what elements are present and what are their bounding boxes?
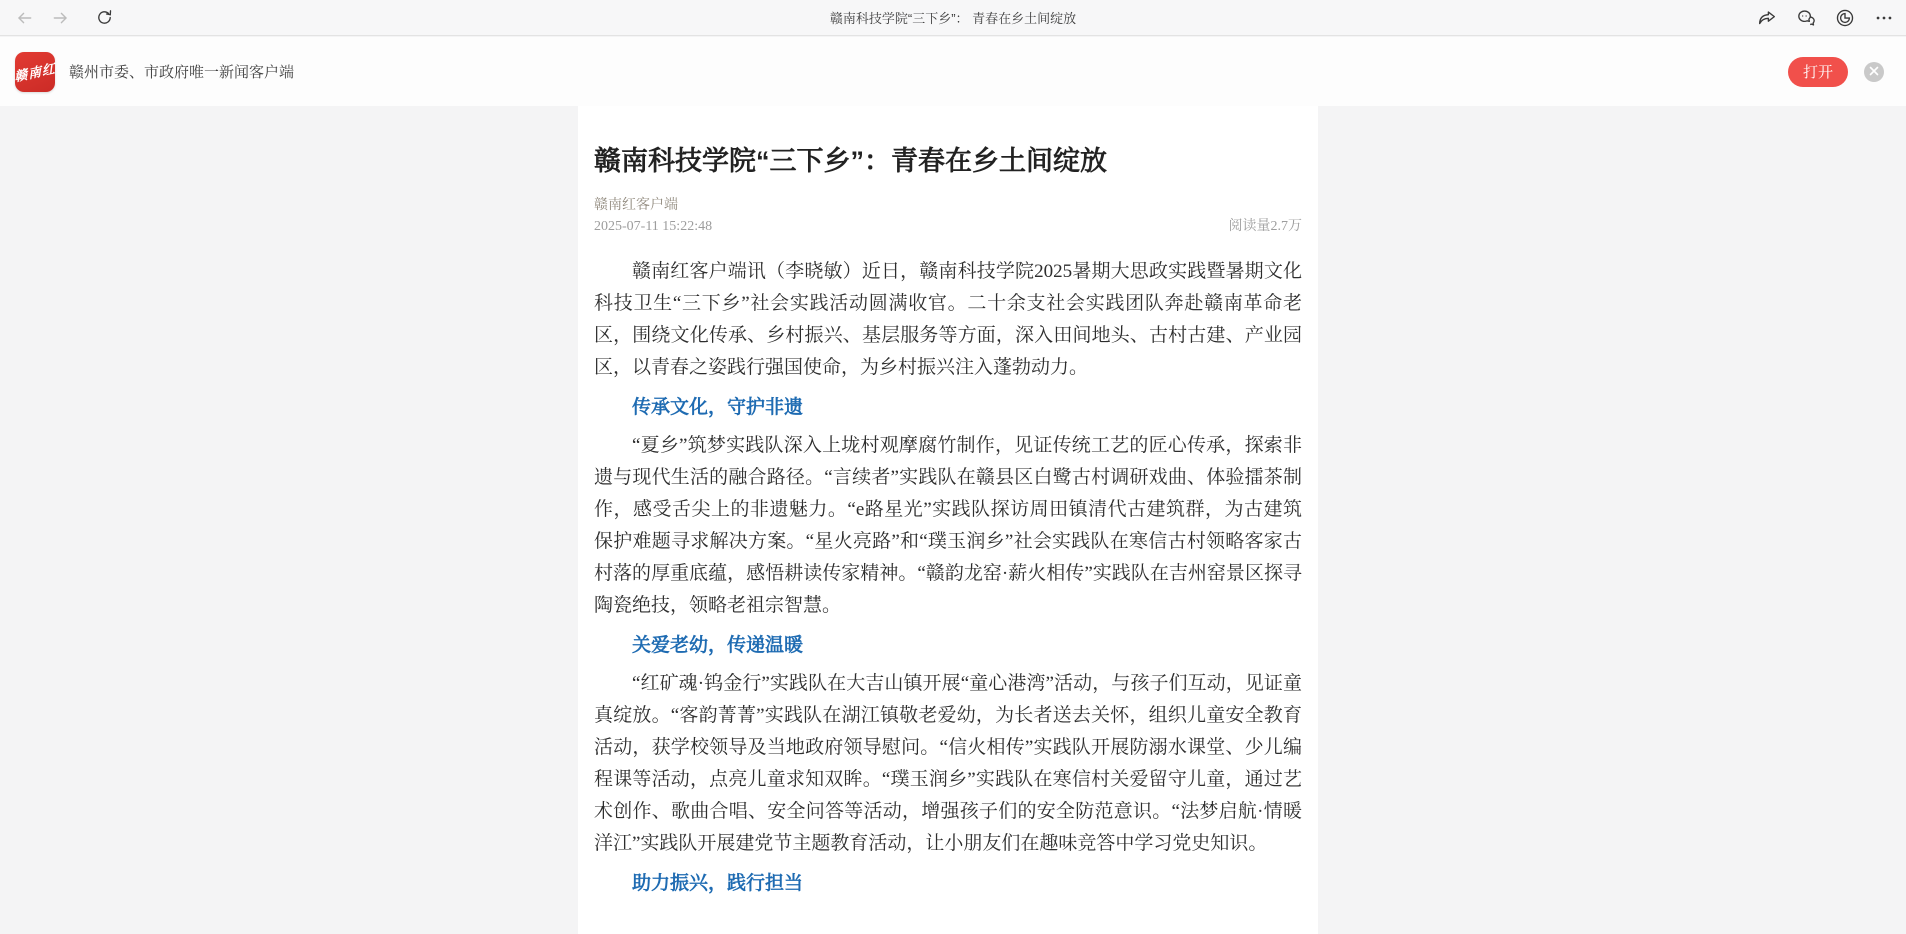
chat-bubbles-icon [1795,7,1818,30]
more-menu-button[interactable] [1872,6,1896,30]
nav-button-group [0,6,116,30]
read-count: 阅读量2.7万 [1228,219,1302,234]
refresh-button[interactable] [92,6,116,30]
share-arrow-icon [1756,7,1778,29]
open-in-browser-button[interactable] [1833,6,1857,30]
section-heading: 助力振兴，践行担当 [632,873,804,894]
gannanhong-app-logo [15,52,55,92]
section-heading: 关爱老幼，传递温暖 [632,635,804,656]
article-meta-row [594,217,1302,237]
back-arrow-icon [14,8,34,28]
close-icon [1869,64,1879,79]
page-title-bar: 赣南科技学院“三下乡”： 青春在乡土间绽放 [829,11,1077,26]
ellipsis-icon [1873,7,1895,29]
open-app-button[interactable]: 打开 [1788,57,1848,87]
toolbar-actions [1755,0,1896,36]
send-to-chat-button[interactable] [1794,6,1818,30]
refresh-icon [95,8,114,27]
app-tagline: 赣州市委、市政府唯一新闻客户端 [69,64,295,81]
article-body [594,256,1302,900]
section-heading: 传承文化，守护非遗 [632,397,804,418]
dismiss-banner-button[interactable] [1864,62,1884,82]
article-paragraph: 赣南红客户端讯（李晓敏）近日，赣南科技学院2025暑期大思政实践暨暑期文化科技卫生“三下乡”社会实践活动圆满收官。二十余支社会实践团队奔赴赣南革命老区，围绕文化传承、乡村振兴、基层服务等方面，深入田间地头、古村古建、产业园区，以青春之姿践行强国使命，为乡村振兴注入蓬勃动力。 [594,261,1302,378]
article-card [578,106,1318,934]
publish-datetime: 2025-07-11 15:22:48 [594,219,713,234]
article-title: 赣南科技学院“三下乡”：青春在乡土间绽放 [594,146,1107,176]
article-paragraph: “夏乡”筑梦实践队深入上垅村观摩腐竹制作，见证传统工艺的匠心传承，探索非遗与现代生活的融合路径。“言续者”实践队在赣县区白鹭古村调研戏曲、体验擂茶制作，感受舌尖上的非遗魅力。“e路星光”实践队探访周田镇清代古建筑群，为古建筑保护难题寻求解决方案。“星火亮路”和“璞玉润乡”社会实践队在寒信古村领略客家古村落的厚重底蕴，感悟耕读传家精神。“赣韵龙窑·薪火相传”实践队在吉州窑景区探寻陶瓷绝技，领略老祖宗智慧。 [594,435,1302,616]
share-button[interactable] [1755,6,1779,30]
page-background [0,106,1906,934]
article-paragraph: “红矿魂·钨金行”实践队在大吉山镇开展“童心港湾”活动，与孩子们互动，见证童真绽放。“客韵菁菁”实践队在湖江镇敬老爱幼，为长者送去关怀，组织儿童安全教育活动，获学校领导及当地政府领导慰问。“信火相传”实践队开展防溺水课堂、少儿编程课等活动，点亮儿童求知双眸。“璞玉润乡”实践队在寒信村关爱留守儿童，通过艺术创作、歌曲合唱、安全问答等活动，增强孩子们的安全防范意识。“法梦启航·情暖洋江”实践队开展建党节主题教育活动，让小朋友们在趣味竞答中学习党史知识。 [594,673,1302,854]
browser-compass-icon [1834,7,1856,29]
app-logo-text: 赣南红 [13,60,57,85]
browser-toolbar [0,0,1906,36]
forward-button[interactable] [49,6,73,30]
back-button[interactable] [12,6,36,30]
article-source: 赣南红客户端 [594,198,678,213]
forward-arrow-icon [51,8,71,28]
app-promo-banner [0,37,1906,106]
